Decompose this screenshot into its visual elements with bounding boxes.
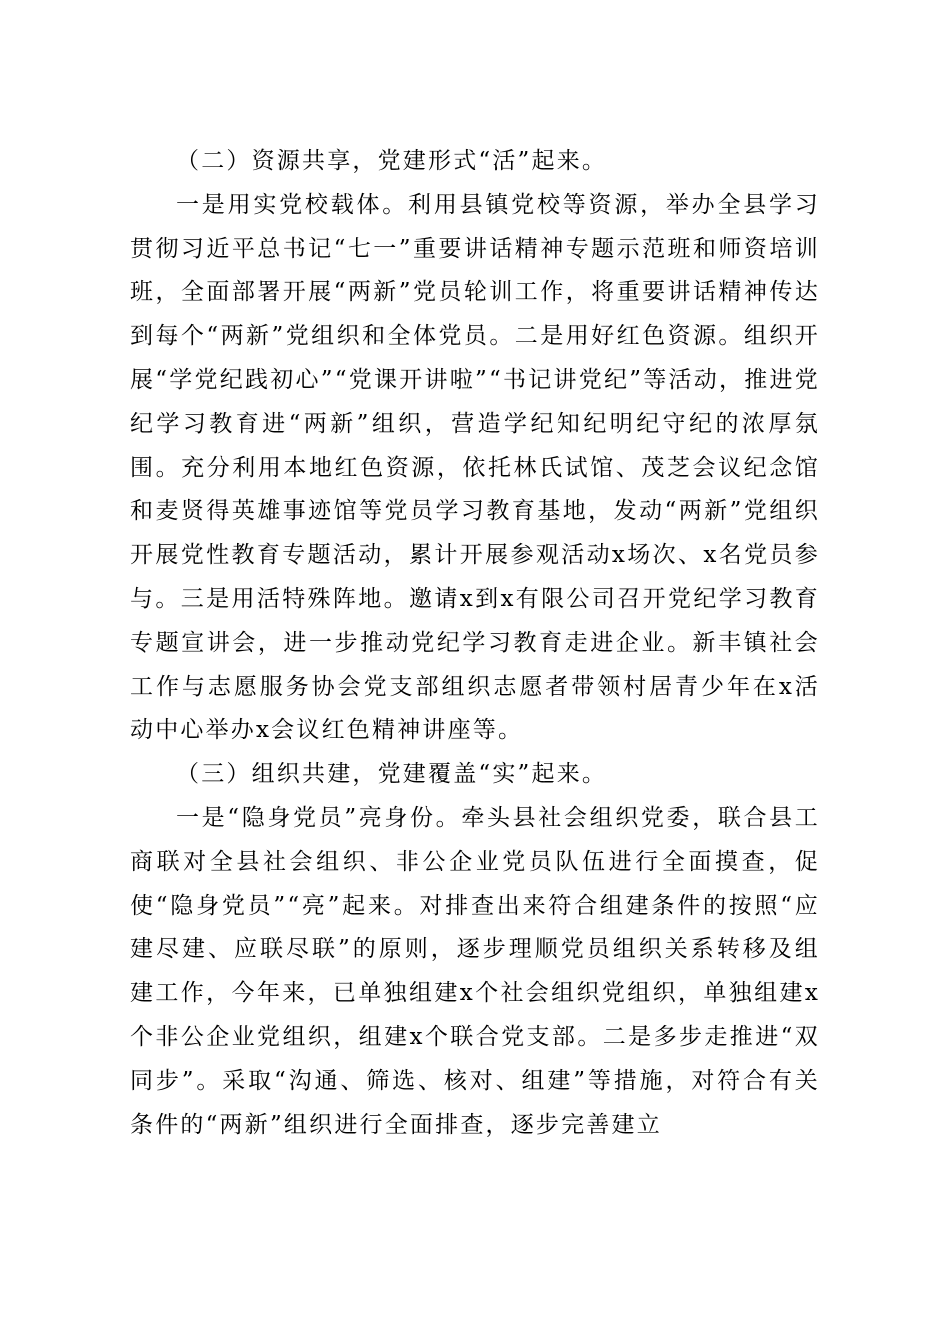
- section-heading-organization-building: （三）组织共建，党建覆盖“实”起来。: [176, 761, 608, 788]
- paragraph-resource-sharing: 一是用实党校载体。利用县镇党校等资源，举办全县学习贯彻习近平总书记“七一”重要讲话精神专题示范班和师资培训班，全面部署开展“两新”党员轮训工作，将重要讲话精神传达到每个“两新”党组织和全体党员。二是用好红色资源。组织开展“学党纪践初心”“党课开讲啦”“书记讲党纪”等活动，推进党纪学习教育进“两新”组织，营造学纪知纪明纪守纪的浓厚氛围。充分利用本地红色资源，依托林氏试馆、茂芝会议纪念馆和麦贤得英雄事迹馆等党员学习教育基地，发动“两新”党组织开展党性教育专题活动，累计开展参观活动x场次、x名党员参与。三是用活特殊阵地。邀请x到x有限公司召开党纪学习教育专题宣讲会，进一步推动党纪学习教育走进企业。新丰镇社会工作与志愿服务协会党支部组织志愿者带领村居青少年在x活动中心举办x会议红色精神讲座等。: [130, 191, 820, 744]
- paragraph-organization-building: 一是“隐身党员”亮身份。牵头县社会组织党委，联合县工商联对全县社会组织、非公企业党员队伍进行全面摸查，促使“隐身党员”“亮”起来。对排查出来符合组建条件的按照“应建尽建、应联尽联”的原则，逐步理顺党员组织关系转移及组建工作，今年来，已单独组建x个社会组织党组织，单独组建x个非公企业党组织，组建x个联合党支部。二是多步走推进“双同步”。采取“沟通、筛选、核对、组建”等措施，对符合有关条件的“两新”组织进行全面排查，逐步完善建立: [130, 804, 820, 1138]
- section-heading-resource-sharing: （二）资源共享，党建形式“活”起来。: [176, 148, 608, 174]
- document-body: [130, 140, 820, 1147]
